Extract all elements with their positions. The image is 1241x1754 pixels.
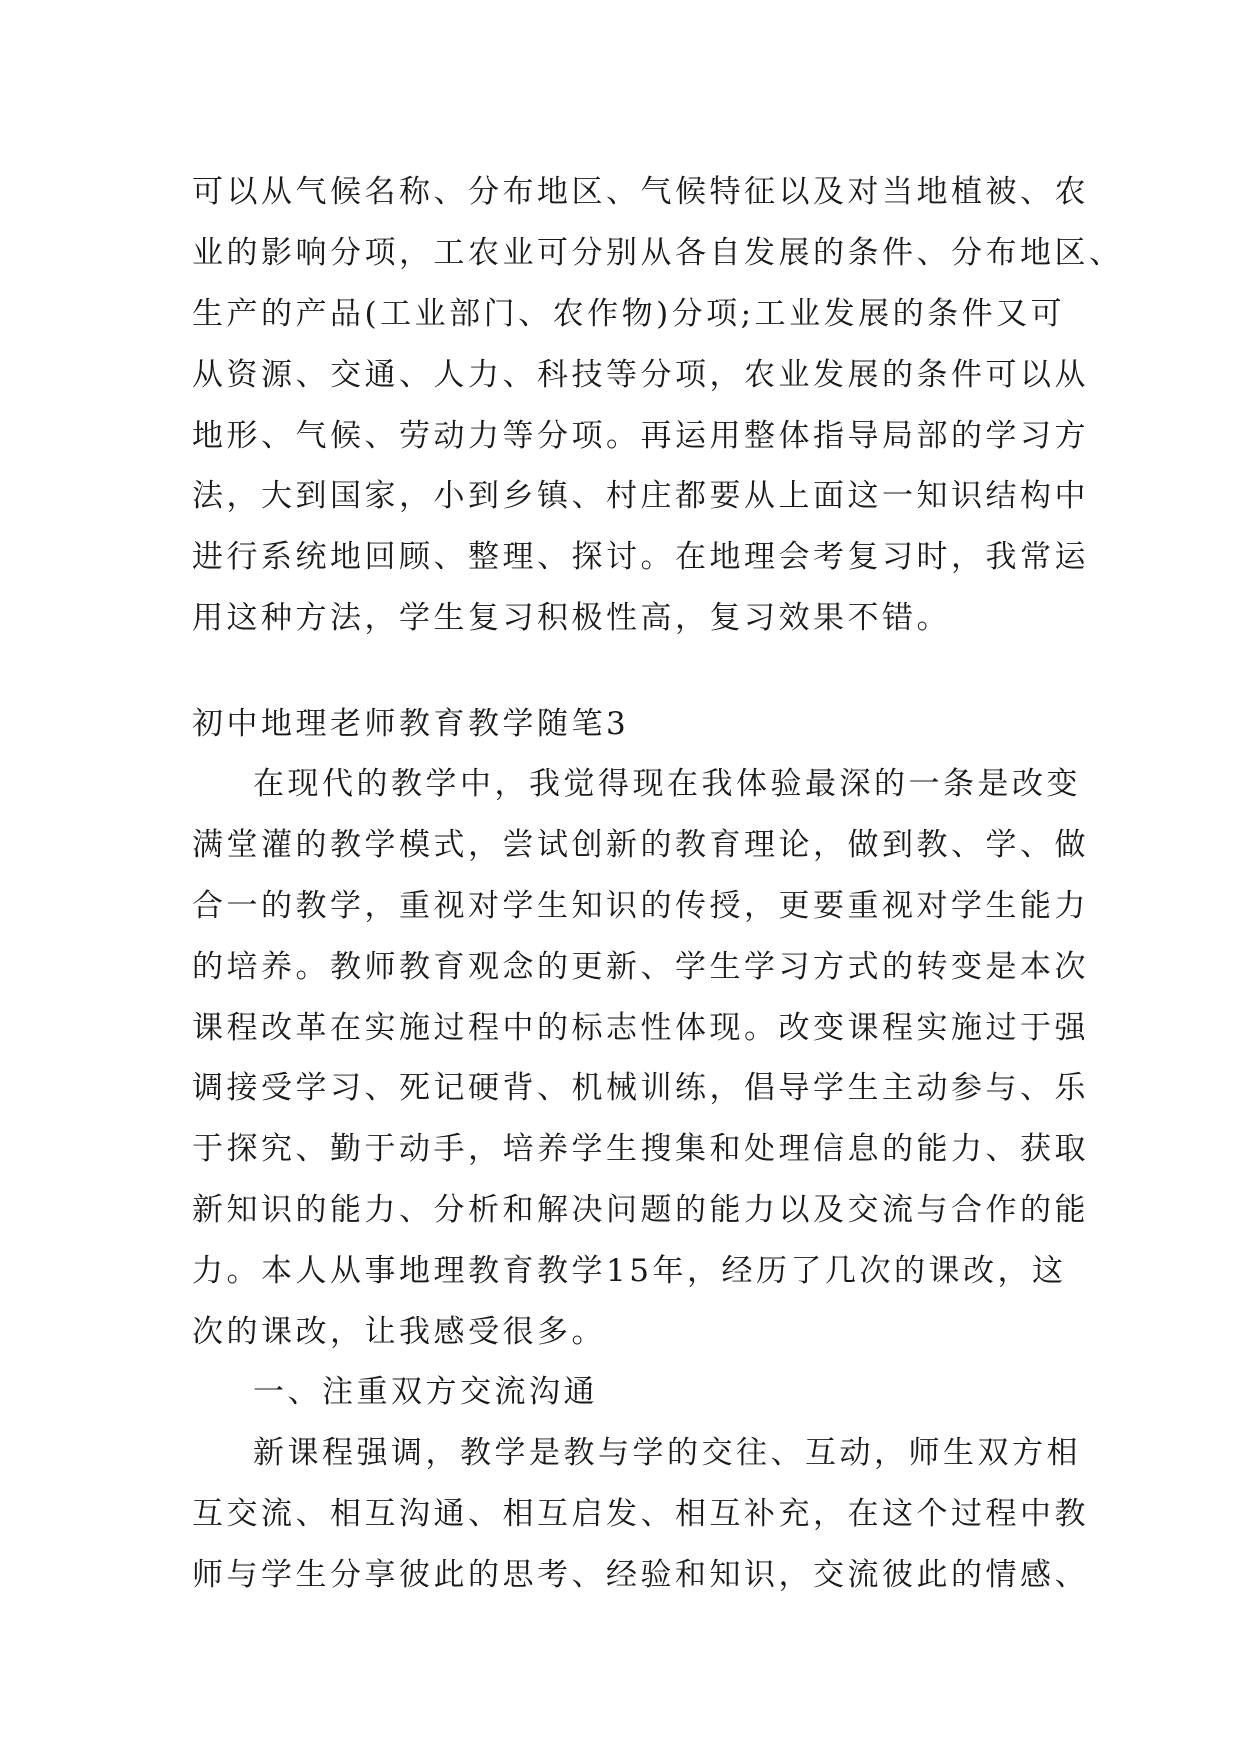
paragraph-line: 业的影响分项，工农业可分别从各自发展的条件、分布地区、 (192, 235, 1124, 271)
paragraph-line: 从资源、交通、人力、科技等分项，农业发展的条件可以从 (192, 357, 1089, 393)
paragraph-line: 力。本人从事地理教育教学15年，经历了几次的课改，这 (192, 1253, 1067, 1289)
paragraph-line: 新课程强调，教学是教与学的交往、互动，师生双方相 (253, 1435, 1081, 1471)
paragraph-line: 新知识的能力、分析和解决问题的能力以及交流与合作的能 (192, 1192, 1089, 1228)
paragraph-line: 师与学生分享彼此的思考、经验和知识，交流彼此的情感、 (192, 1557, 1089, 1593)
paragraph-line: 满堂灌的教学模式，尝试创新的教育理论，做到教、学、做 (192, 827, 1089, 863)
paragraph-line: 用这种方法，学生复习积极性高，复习效果不错。 (192, 600, 951, 636)
paragraph-line: 课程改革在实施过程中的标志性体现。改变课程实施过于强 (192, 1010, 1089, 1046)
paragraph-line: 的培养。教师教育观念的更新、学生学习方式的转变是本次 (192, 949, 1089, 985)
paragraph-line: 次的课改，让我感受很多。 (192, 1314, 606, 1350)
paragraph-line: 进行系统地回顾、整理、探讨。在地理会考复习时，我常运 (192, 539, 1089, 575)
paragraph-line: 法，大到国家，小到乡镇、村庄都要从上面这一知识结构中 (192, 478, 1089, 514)
paragraph-line: 合一的教学，重视对学生知识的传授，更要重视对学生能力 (192, 888, 1089, 924)
paragraph-line: 调接受学习、死记硬背、机械训练，倡导学生主动参与、乐 (192, 1070, 1089, 1106)
subsection-heading: 一、注重双方交流沟通 (253, 1374, 598, 1410)
paragraph-line: 互交流、相互沟通、相互启发、相互补充，在这个过程中教 (192, 1496, 1089, 1532)
paragraph-line: 于探究、勤于动手，培养学生搜集和处理信息的能力、获取 (192, 1131, 1089, 1167)
paragraph-line: 在现代的教学中，我觉得现在我体验最深的一条是改变 (253, 766, 1081, 802)
paragraph-line: 可以从气候名称、分布地区、气候特征以及对当地植被、农 (192, 174, 1089, 210)
section-heading: 初中地理老师教育教学随笔3 (192, 706, 630, 742)
paragraph-line: 生产的产品(工业部门、农作物)分项;工业发展的条件又可 (192, 296, 1066, 332)
paragraph-line: 地形、气候、劳动力等分项。再运用整体指导局部的学习方 (192, 418, 1089, 454)
